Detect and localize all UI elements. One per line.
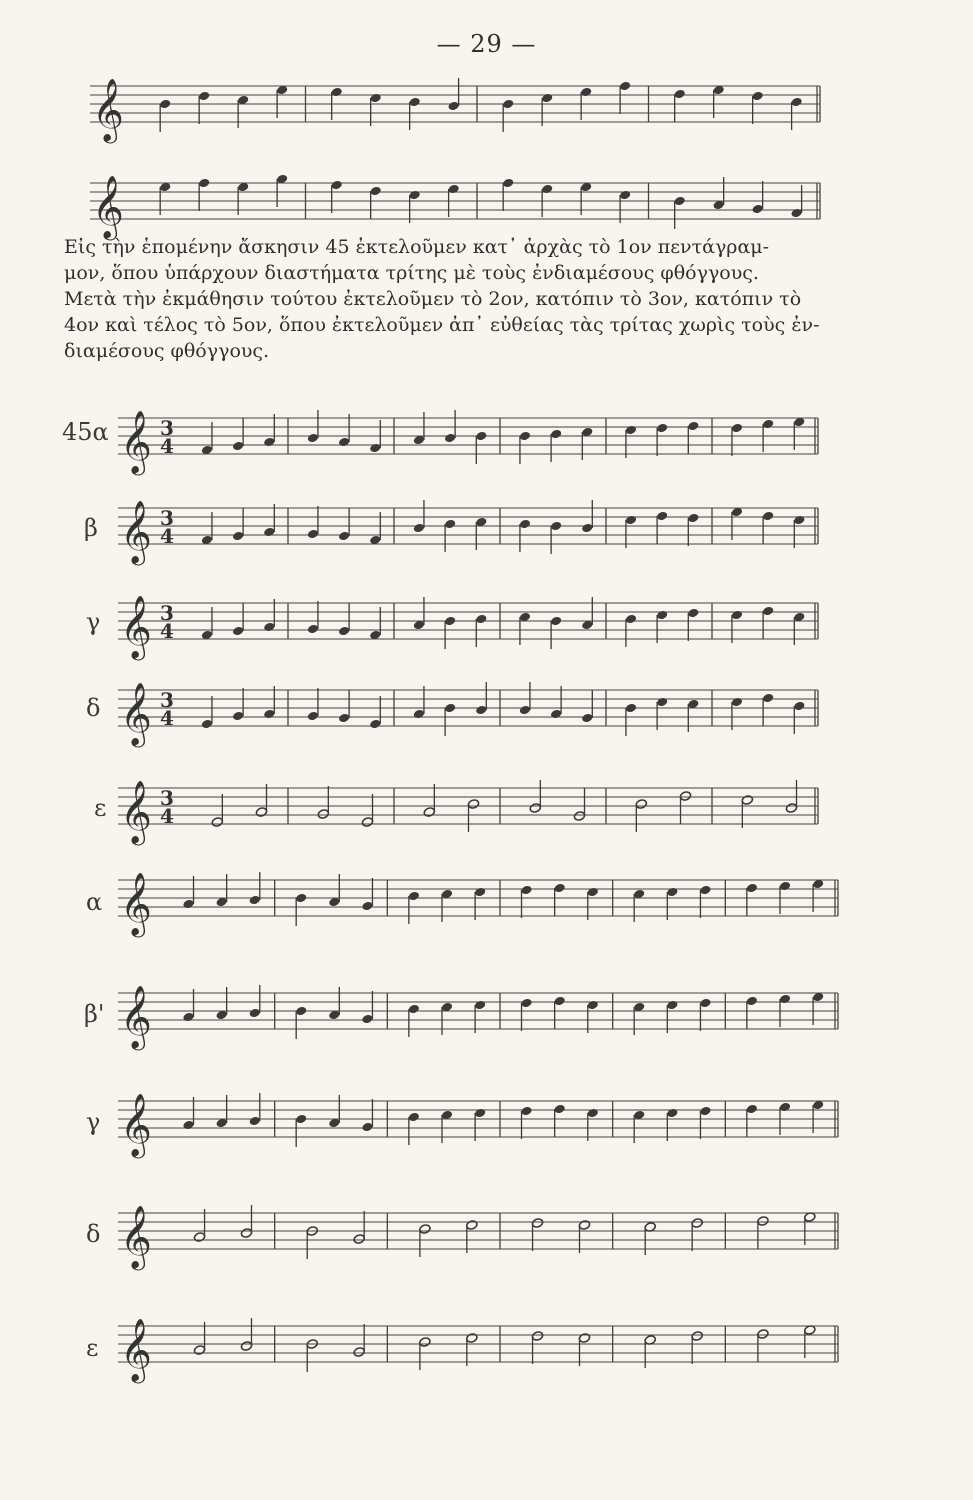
exercise-label-2c: γ [86,1108,101,1136]
note-head [757,1329,769,1340]
note-head [691,1218,703,1229]
note-head [361,1122,373,1133]
exercise-label-2b: β' [84,1000,105,1028]
note-head [182,899,194,910]
note-head [656,511,668,522]
note-head [746,883,758,894]
note-head [502,178,514,189]
note-head [746,996,758,1007]
note-head [519,705,531,716]
note-head [474,887,486,898]
note-head [580,87,592,98]
note-head [361,1014,373,1025]
exercise-staff-1e [118,770,818,850]
note-head [361,817,373,828]
exercise-staff-1a [118,400,818,480]
note-head [519,519,531,530]
note-head [541,184,553,195]
note-head [369,186,381,197]
note-head [369,93,381,104]
note-head [751,204,763,215]
note-head [757,1216,769,1227]
exercise-number-label: 45α [62,418,109,446]
note-head [699,998,711,1009]
note-head [779,994,791,1005]
treble-clef-icon: 𝄞 [120,872,152,935]
note-head [741,795,753,806]
note-head [232,711,244,722]
note-head [550,521,562,532]
note-head [249,1008,261,1019]
note-head [263,709,275,720]
note-head [307,529,319,540]
note-head [550,709,562,720]
note-head [444,433,456,444]
note-head [249,1116,261,1127]
note-head [295,1006,307,1017]
note-head [338,713,350,724]
time-signature-bottom: 4 [160,804,174,828]
time-signature-bottom: 4 [160,706,174,730]
note-head [731,423,743,434]
note-head [474,1108,486,1119]
note-head [193,1345,205,1356]
note-head [731,610,743,621]
note-head [520,1106,532,1117]
note-head [444,703,456,714]
time-signature-bottom: 4 [160,619,174,643]
note-head [444,616,456,627]
note-head [369,719,381,730]
note-head [619,190,631,201]
note-head [779,881,791,892]
note-head [699,885,711,896]
treble-clef-icon: 𝄞 [120,1093,152,1156]
note-head [232,531,244,542]
time-signature-top: 3 [160,786,174,810]
note-head [625,425,637,436]
note-head [666,887,678,898]
note-head [211,817,223,828]
note-head [193,1232,205,1243]
note-head [232,626,244,637]
note-head [581,713,593,724]
exercise-staff-2b [118,975,838,1055]
note-head [666,1000,678,1011]
note-head [408,97,420,108]
note-head [475,614,487,625]
note-head [553,996,565,1007]
note-head [779,1102,791,1113]
note-head [699,1106,711,1117]
treble-clef-icon: 𝄞 [120,780,152,843]
note-head [679,791,691,802]
note-head [793,515,805,526]
note-head [159,99,171,110]
exercise-staff-2d [118,1195,838,1275]
note-head [263,527,275,538]
instructions-line: μον, ὅπου ὑπάρχουν διαστήματα τρίτης μὲ τοὺς ἐνδιαμέσους φθόγγους. [64,262,759,284]
note-head [746,1104,758,1115]
note-head [550,429,562,440]
note-head [578,1220,590,1231]
treble-clef-icon: 𝄞 [92,78,124,141]
note-head [330,180,342,191]
note-head [408,1112,420,1123]
note-head [249,895,261,906]
staff-top-1 [90,68,820,141]
note-head [201,719,213,730]
note-head [240,1228,252,1239]
exercise-staff-2a [118,862,838,942]
treble-clef-icon: 𝄞 [120,682,152,745]
instructions-line: διαμέσους φθόγγους. [64,340,270,362]
note-head [353,1234,365,1245]
note-head [691,1331,703,1342]
note-head [444,519,456,530]
time-signature-top: 3 [160,416,174,440]
time-signature-top: 3 [160,688,174,712]
note-head [751,91,763,102]
note-head [307,711,319,722]
exercise-label-1d: δ [86,694,101,722]
note-head [573,811,585,822]
exercise-label-2e: ε [86,1334,99,1362]
treble-clef-icon: 𝄞 [92,175,124,238]
note-head [553,1104,565,1115]
note-head [330,87,342,98]
note-head [529,803,541,814]
note-head [687,608,699,619]
note-head [475,705,487,716]
note-head [673,89,685,100]
note-head [553,883,565,894]
treble-clef-icon: 𝄞 [120,1205,152,1268]
note-head [338,626,350,637]
exercise-label-1b: β [84,514,98,542]
exercise-staff-1c [118,585,818,665]
note-head [520,998,532,1009]
note-head [475,431,487,442]
note-head [762,511,774,522]
treble-clef-icon: 𝄞 [120,595,152,658]
note-head [466,1220,478,1231]
note-head [762,419,774,430]
note-head [587,1108,599,1119]
note-head [307,433,319,444]
note-head [687,513,699,524]
note-head [408,891,420,902]
treble-clef-icon: 𝄞 [120,985,152,1048]
note-head [353,1347,365,1358]
time-signature-bottom: 4 [160,434,174,458]
note-head [361,901,373,912]
exercise-staff-2e [118,1308,838,1388]
note-head [408,190,420,201]
note-head [673,196,685,207]
note-head [666,1108,678,1119]
note-head [790,97,802,108]
exercise-staff-1b [118,490,818,570]
note-head [182,1120,194,1131]
note-head [541,93,553,104]
staff-top-2 [90,165,820,238]
exercise-label-2d: δ [86,1220,101,1248]
note-head [198,91,210,102]
note-head [474,1000,486,1011]
note-head [295,1114,307,1125]
note-head [466,1333,478,1344]
time-signature-top: 3 [160,601,174,625]
note-head [419,1337,431,1348]
note-head [307,624,319,635]
note-head [369,443,381,454]
note-head [423,807,435,818]
time-signature-bottom: 4 [160,524,174,548]
note-head [531,1331,543,1342]
exercise-label-1c: γ [86,608,101,636]
instructions-line: Μετὰ τὴν ἐκμάθησιν τούτου ἐκτελοῦμεν τὸ 2ον, κατόπιν τὸ 3ον, κατόπιν τὸ [64,288,802,310]
note-head [793,701,805,712]
note-head [587,1000,599,1011]
instructions-text [64,234,844,364]
note-head [785,803,797,814]
note-head [338,437,350,448]
note-head [762,693,774,704]
note-head [263,437,275,448]
note-head [263,622,275,633]
exercise-label-2a: α [86,888,103,916]
treble-clef-icon: 𝄞 [120,1318,152,1381]
note-head [762,606,774,617]
note-head [625,515,637,526]
exercise-staff-2c [118,1083,838,1163]
note-head [519,431,531,442]
note-head [625,614,637,625]
note-head [413,709,425,720]
note-head [317,809,329,820]
instructions-line: 4ον καὶ τέλος τὸ 5ον, ὅπου ἐκτελοῦμεν ἀπ᾽ εὐθείας τὰς τρίτας χωρὶς τοὺς ἐν- [64,314,820,336]
note-head [240,1341,252,1352]
note-head [587,887,599,898]
note-head [635,799,647,810]
note-head [790,208,802,219]
note-head [731,697,743,708]
treble-clef-icon: 𝄞 [120,500,152,563]
note-head [687,421,699,432]
note-head [413,523,425,534]
note-head [619,81,631,92]
note-head [531,1218,543,1229]
note-head [338,531,350,542]
note-head [255,807,267,818]
note-head [408,1004,420,1015]
time-signature-top: 3 [160,506,174,530]
exercise-staff-1d [118,672,818,752]
note-head [198,178,210,189]
page-number: — 29 — [436,30,537,58]
exercise-label-1e: ε [94,794,107,822]
instructions-line: Εἰς τὴν ἑπομένην ἄσκησιν 45 ἐκτελοῦμεν κατ᾽ ἀρχὰς τὸ 1ον πεντάγραμ- [64,236,770,258]
note-head [581,523,593,534]
note-head [467,799,479,810]
note-head [419,1224,431,1235]
note-head [447,101,459,112]
note-head [520,885,532,896]
note-head [656,423,668,434]
note-head [447,184,459,195]
note-head [502,99,514,110]
note-head [295,893,307,904]
note-head [232,441,244,452]
note-head [578,1333,590,1344]
note-head [656,697,668,708]
note-head [182,1012,194,1023]
treble-clef-icon: 𝄞 [120,410,152,473]
note-head [656,610,668,621]
note-head [550,616,562,627]
note-head [625,703,637,714]
